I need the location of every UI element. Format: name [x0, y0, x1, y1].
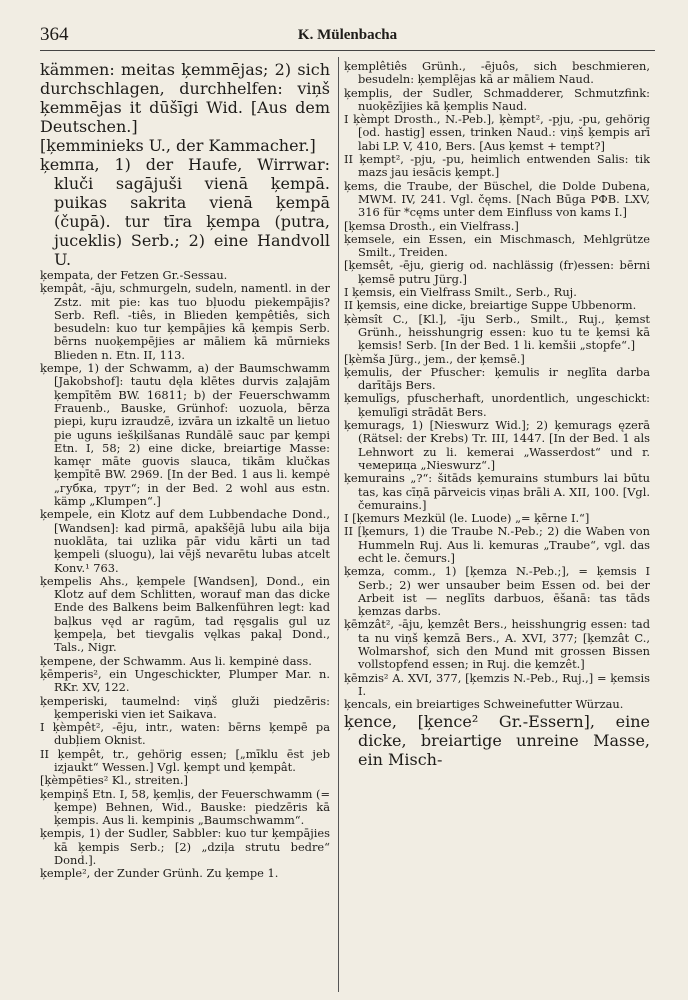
dictionary-entry: ķēmzis² A. XVI, 377, [ķemzis N.-Peb., Ruj.,] = ķemsis I.: [344, 671, 650, 698]
left-column: [40, 60, 330, 881]
dictionary-entry: II [ķemurs, 1) die Traube N.-Peb.; 2) die Waben von Hummeln Ruj. Aus li. kemuras „Traube“, vgl. das echt le. čemurs.]: [344, 525, 650, 565]
dictionary-entry: ķemulis, der Pfuscher: ķemulis ir neglīta darba darītājs Bers.: [344, 365, 650, 393]
dictionary-entry: I ķemsis, ein Vielfrass Smilt., Serb., Ruj.: [344, 286, 577, 300]
dictionary-entry: ķemza, comm., 1) [ķemza N.-Peb.;], = ķemsis I Serb.; 2) wer unsauber beim Essen od. bei der Arbeit ist — neglīts darbuos, ēšanā: tas tāds ķemzas darbs.: [344, 565, 650, 619]
dictionary-entry: ķemperiski, taumelnd: viņš gluži piedzēris: ķemperiski vien iet Saikava.: [40, 694, 330, 721]
column-divider: [338, 57, 339, 992]
dictionary-entry: ķemurains „?“: šitāds ķemurains stumburs lai būtu tas, kas cīņā pārveicis viņas brāli A. XII, 100. [Vgl. čemurains.]: [344, 472, 650, 512]
dictionary-entry: ķemsele, ein Essen, ein Mischmasch, Mehlgrütze Smilt., Treiden.: [344, 232, 650, 260]
dictionary-entry: II ķemsis, eine dicke, breiartige Suppe Ubbenorm.: [344, 299, 637, 313]
running-head: K. Mülenbacha: [297, 27, 398, 43]
dictionary-entry: ķempât, -āju, schmurgeln, sudeln, namentl. in der Zstz. mit pie: kas tuo bļuodu piekempājis? Serb. Refl. -tiês, in Blieden ķempêtiês, sich besudeln: kuo tur ķempājies kā ķempis Serb. bērns nuoķempējies ar māliem kā mūrnieks Blieden n. Etn. II, 113.: [40, 282, 330, 362]
dictionary-entry: ķemulīgs, pfuscherhaft, unordentlich, ungeschickt: ķemulīgi strādāt Bers.: [344, 392, 650, 419]
dictionary-entry: ķencals, ein breiartiges Schweinefutter Würzau.: [344, 698, 624, 712]
page-header: [40, 20, 655, 51]
dictionary-entry: ķempele, ein Klotz auf dem Lubbendache Dond., [Wandsen]: kad pirmā, apakšējā lubu aila bija nuoklāta, tai uzlika pār vidu kārti un tad ķempeli (sluogu), lai vējš nevarētu lubas atcelt Konv.¹ 763.: [40, 508, 330, 575]
dictionary-entry: ķemurags, 1) [Nieswurz Wid.]; 2) ķemurags ęzerā (Rätsel: der Krebs) Tr. III, 1447. [In der Bed. 1 als Lehnwort zu li. kemerai „Wasserdost“ und r. чемерица „Nieswurz“.]: [344, 419, 650, 472]
dictionary-entry: II ķempt², -pju, -pu, heimlich entwenden Salis: tik mazs jau iesācis ķempt.]: [344, 153, 650, 180]
dictionary-entry: ķempene, der Schwamm. Aus li. kempinė dass.: [40, 654, 312, 668]
page-number: 364: [40, 24, 69, 45]
dictionary-entry: ķēmzât², -āju, ķemzêt Bers., heisshungrig essen: tad ta nu viņš ķemzā Bers., A. XVI, 377; [ķemzât C., Wolmarshof, sich den Mund mit grossen Bissen vollstopfend essen; in Ruj. die ķemzêt.]: [344, 618, 650, 672]
dictionary-entry: ķempata, der Fetzen Gr.-Sessau.: [40, 269, 228, 282]
dictionary-entry: kämmen: meitas ķemmējas; 2) sich durchschlagen, durchhelfen: viņš ķemmējas it dūšīgi Wid. [Aus dem Deutschen.]: [40, 60, 330, 136]
dictionary-entry: [ķemminieks U., der Kammacher.]: [40, 136, 316, 155]
dictionary-entry: I ķèmpt Drosth., N.-Peb.], ķèmpt², -pju, -pu, gehörig [od. hastig] essen, trinken Naud.: viņš ķempis arī labi LP. V, 410, Bers. [Aus ķemst + tempt?]: [344, 113, 650, 153]
dictionary-entry: ķemple², der Zunder Grünh. Zu ķempe 1.: [40, 867, 279, 881]
dictionary-entry: ķemplis, der Sudler, Schmadderer, Schmutzfink: nuoķēzījies kā ķemplis Naud.: [344, 86, 650, 113]
dictionary-entry: II ķempêt, tr., gehörig essen; [„mīklu ēst jeb izjaukt“ Wessen.] Vgl. ķempt und ķempât.: [40, 747, 330, 774]
dictionary-entry: ķempiņš Etn. I, 58, ķemļis, der Feuerschwamm (= ķempe) Behnen, Wid., Bauske: piedzēris kā ķempis. Aus li. kempinis „Baumschwamm“.: [40, 787, 330, 828]
right-column: [344, 60, 650, 769]
dictionary-entry: ķemпa, 1) der Haufe, Wirrwar: kluči sagājuši vienā ķempā. puikas sakrita vienā ķempā (čupā). tur tīra ķempa (putra, juceklis) Serb.; 2) eine Handvoll U.: [40, 155, 330, 269]
dictionary-entry: ķemplêtiês Grünh., -ējuôs, sich beschmieren, besudeln: ķemplējas kā ar māliem Naud.: [344, 60, 650, 87]
dictionary-entry: I ķèmpêt², -ēju, intr., waten: bērns ķempē pa dubļiem Oknist.: [40, 721, 330, 748]
dictionary-entry: ķèmsît C., [Kl.], -īju Serb., Smilt., Ruj., ķemst Grünh., heisshungrig essen: kuo tu te ķemsi kā ķemsis! Serb. [In der Bed. 1 li. kemšii „stopfe“.]: [344, 312, 650, 353]
dictionary-entry: [ķemsêt, -ēju, gierig od. nachlässig (fr)essen: bērni ķemsē putru Jürg.]: [344, 259, 650, 286]
dictionary-entry: ķence, [ķence² Gr.-Essern], eine dicke, breiartige unreine Masse, ein Misch-: [344, 711, 650, 769]
dictionary-entry: [ķemsa Drosth., ein Vielfrass.]: [344, 219, 519, 233]
dictionary-entry: ķems, die Traube, der Büschel, die Dolde Dubena, MWM. IV, 241. Vgl. čęms. [Nach Būga РФВ. LXV, 316 für *cęms unter dem Einfluss von kams I.]: [344, 179, 650, 220]
dictionary-entry: ķempe, 1) der Schwamm, a) der Baumschwamm [Jakobshof]: tautu dęla klētes durvis zaļajām ķempītēm BW. 16811; b) der Feuerschwamm Frauenb., Bauske, Grünhof: uozuola, bērza piepi, kuŗu izraudzē, izvāra un izkaltē un lietuo pie uguns iešķilšanas Rundālē sauc par ķempi Etn. I, 58; 2) eine dicke, breiartige Masse: kamęr māte guovis slauca, tikām klučkas ķempītē BW. 2969. [In der Bed. 1 aus li. kempė „губка, трут“; in der Bed. 2 wohl aus estn. kämp „Klumpen“.]: [40, 362, 330, 509]
dictionary-entry: [ķèmpēties² Kl., streiten.]: [40, 774, 188, 788]
dictionary-entry: I [ķemurs Mezkül (le. Luode) „= ķērne I.“]: [344, 512, 590, 526]
dictionary-entry: ķempis, 1) der Sudler, Sabbler: kuo tur ķempājies kā ķempis Serb.; [2) „dziļa strutu bedre“ Dond.].: [40, 827, 330, 868]
dictionary-entry: ķempelis Ahs., ķempele [Wandsen], Dond., ein Klotz auf dem Schlitten, worauf man das dicke Ende des Balkens beim Balkenführen legt: kad baļkus vęd ar ragūm, tad ręsgalis gul uz ķempeļa, bet tievgalis vęlkas pakaļ Dond., Tals., Nigr.: [40, 574, 330, 655]
dictionary-entry: [ķèmša Jürg., jem., der ķemsē.]: [344, 352, 525, 366]
dictionary-entry: ķēmperis², ein Ungeschickter, Plumper Mar. n. RKr. XV, 122.: [40, 667, 330, 695]
